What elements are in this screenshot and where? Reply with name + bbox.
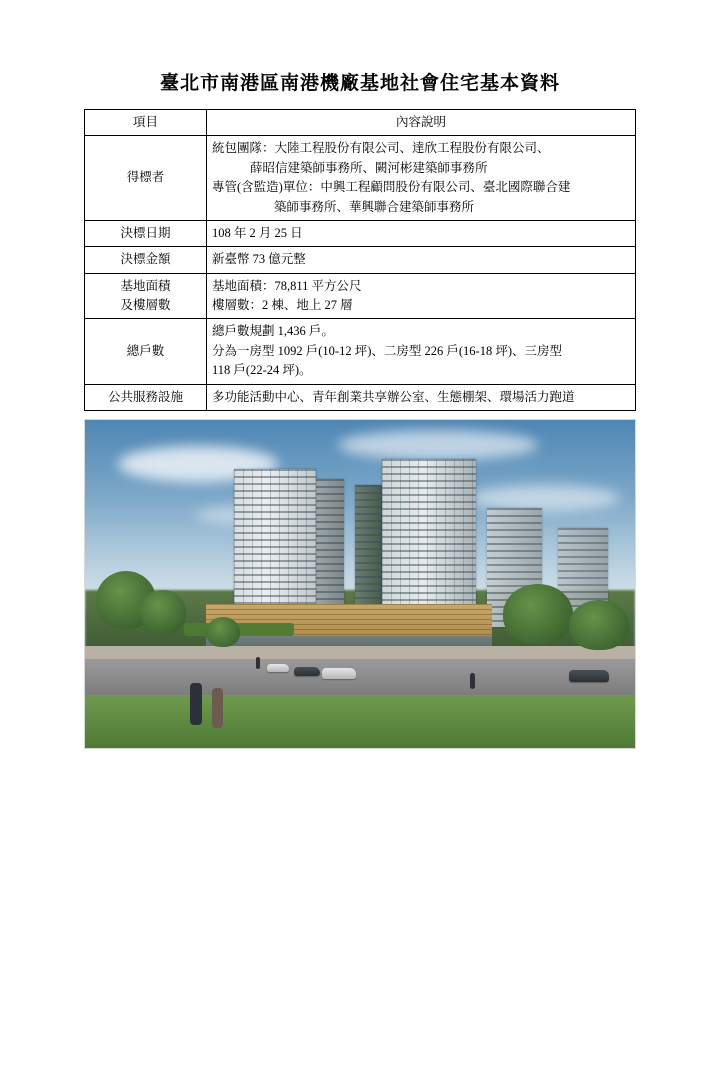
pedestrian-icon	[256, 657, 260, 669]
row-label-total-units: 總戶數	[85, 319, 207, 384]
tree-icon	[569, 600, 629, 650]
site-area-line-1: 基地面積：78,811 平方公尺	[212, 278, 362, 293]
architectural-rendering-image	[84, 419, 636, 749]
table-header-item: 項目	[85, 110, 207, 136]
table-row	[85, 136, 636, 221]
table-row	[85, 273, 636, 319]
foreground-lawn	[85, 695, 635, 747]
tree-icon	[206, 617, 240, 647]
foreground-person-1	[190, 683, 202, 725]
street	[85, 659, 635, 695]
car-icon	[294, 667, 320, 676]
row-value-public-facilities: 多功能活動中心、青年創業共享辦公室、生態棚架、環場活力跑道	[207, 384, 636, 410]
car-icon	[267, 664, 289, 672]
winner-line-3: 專管(含監造)單位：中興工程顧問股份有限公司、臺北國際聯合建	[212, 180, 571, 195]
table-row	[85, 319, 636, 384]
total-units-line-2: 分為一房型 1092 戶(10-12 坪)、二房型 226 戶(16-18 坪)、三房型	[212, 343, 562, 358]
row-value-total-units	[207, 319, 636, 384]
winner-line-1: 統包團隊：大陸工程股份有限公司、達欣工程股份有限公司、	[212, 141, 550, 156]
site-area-label-line-1: 基地面積	[120, 278, 171, 293]
total-units-line-1: 總戶數規劃 1,436 戶。	[212, 324, 334, 339]
row-value-site-area	[207, 273, 636, 319]
tree-icon	[140, 590, 186, 634]
row-label-public-facilities: 公共服務設施	[85, 384, 207, 410]
foreground-person-2	[212, 688, 223, 728]
car-icon	[322, 668, 356, 679]
row-value-winner	[207, 136, 636, 221]
site-area-label-line-2: 及樓層數	[120, 298, 171, 312]
row-label-award-amount: 決標金額	[85, 247, 207, 273]
table-header-description: 內容說明	[207, 110, 636, 136]
sidewalk	[85, 646, 635, 659]
table-header-row	[85, 110, 636, 136]
row-value-award-amount: 新臺幣 73 億元整	[207, 247, 636, 273]
rendering-figure	[84, 419, 636, 749]
row-label-site-area	[85, 273, 207, 319]
basic-info-table	[84, 109, 636, 411]
winner-line-4: 築師事務所、華興聯合建築師事務所	[274, 199, 475, 214]
car-icon	[569, 670, 609, 682]
total-units-line-3: 118 戶(22-24 坪)。	[212, 363, 312, 378]
document-page	[0, 68, 720, 1086]
table-row	[85, 220, 636, 246]
page-title: 臺北市南港區南港機廠基地社會住宅基本資料	[159, 73, 560, 94]
tree-icon	[503, 584, 573, 644]
row-label-winner: 得標者	[85, 136, 207, 221]
info-table-wrapper	[84, 109, 636, 411]
table-row	[85, 247, 636, 273]
cloud-icon	[338, 430, 538, 460]
site-area-line-2: 樓層數：2 棟、地上 27 層	[212, 298, 353, 312]
pedestrian-icon	[470, 673, 475, 689]
row-value-award-date: 108 年 2 月 25 日	[207, 220, 636, 246]
row-label-award-date: 決標日期	[85, 220, 207, 246]
winner-line-2: 薛昭信建築師事務所、闕河彬建築師事務所	[250, 160, 488, 175]
table-row	[85, 384, 636, 410]
